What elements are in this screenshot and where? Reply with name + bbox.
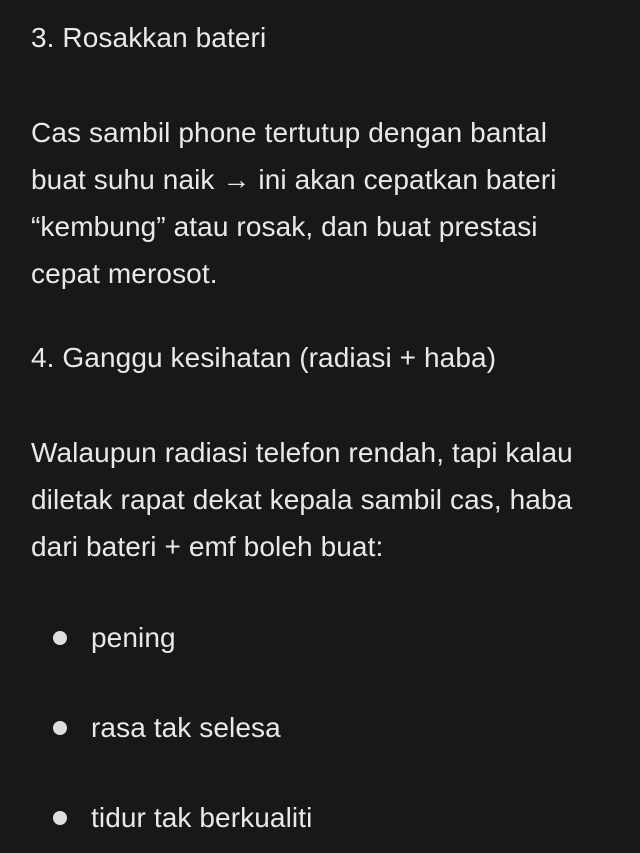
bullet-icon (53, 631, 67, 645)
list-item-label: pening (91, 622, 176, 653)
section-3-heading: 3. Rosakkan bateri (31, 22, 267, 53)
list-item (31, 614, 610, 661)
list-item (31, 704, 610, 751)
symptom-list (31, 614, 610, 841)
section-4-heading: 4. Ganggu kesihatan (radiasi + haba) (31, 342, 497, 373)
section-4-paragraph: Walaupun radiasi telefon rendah, tapi kalau diletak rapat dekat kepala sambil cas, haba dari bateri + emf boleh buat: (31, 437, 573, 562)
bullet-icon (53, 811, 67, 825)
list-item-label: rasa tak selesa (91, 712, 281, 743)
bullet-icon (53, 721, 67, 735)
list-item-label: tidur tak berkualiti (91, 802, 313, 833)
section-3-paragraph: Cas sambil phone tertutup dengan bantal buat suhu naik → ini akan cepatkan bateri “kembung” atau rosak, dan buat prestasi cepat merosot. (31, 117, 557, 289)
list-item (31, 794, 610, 841)
